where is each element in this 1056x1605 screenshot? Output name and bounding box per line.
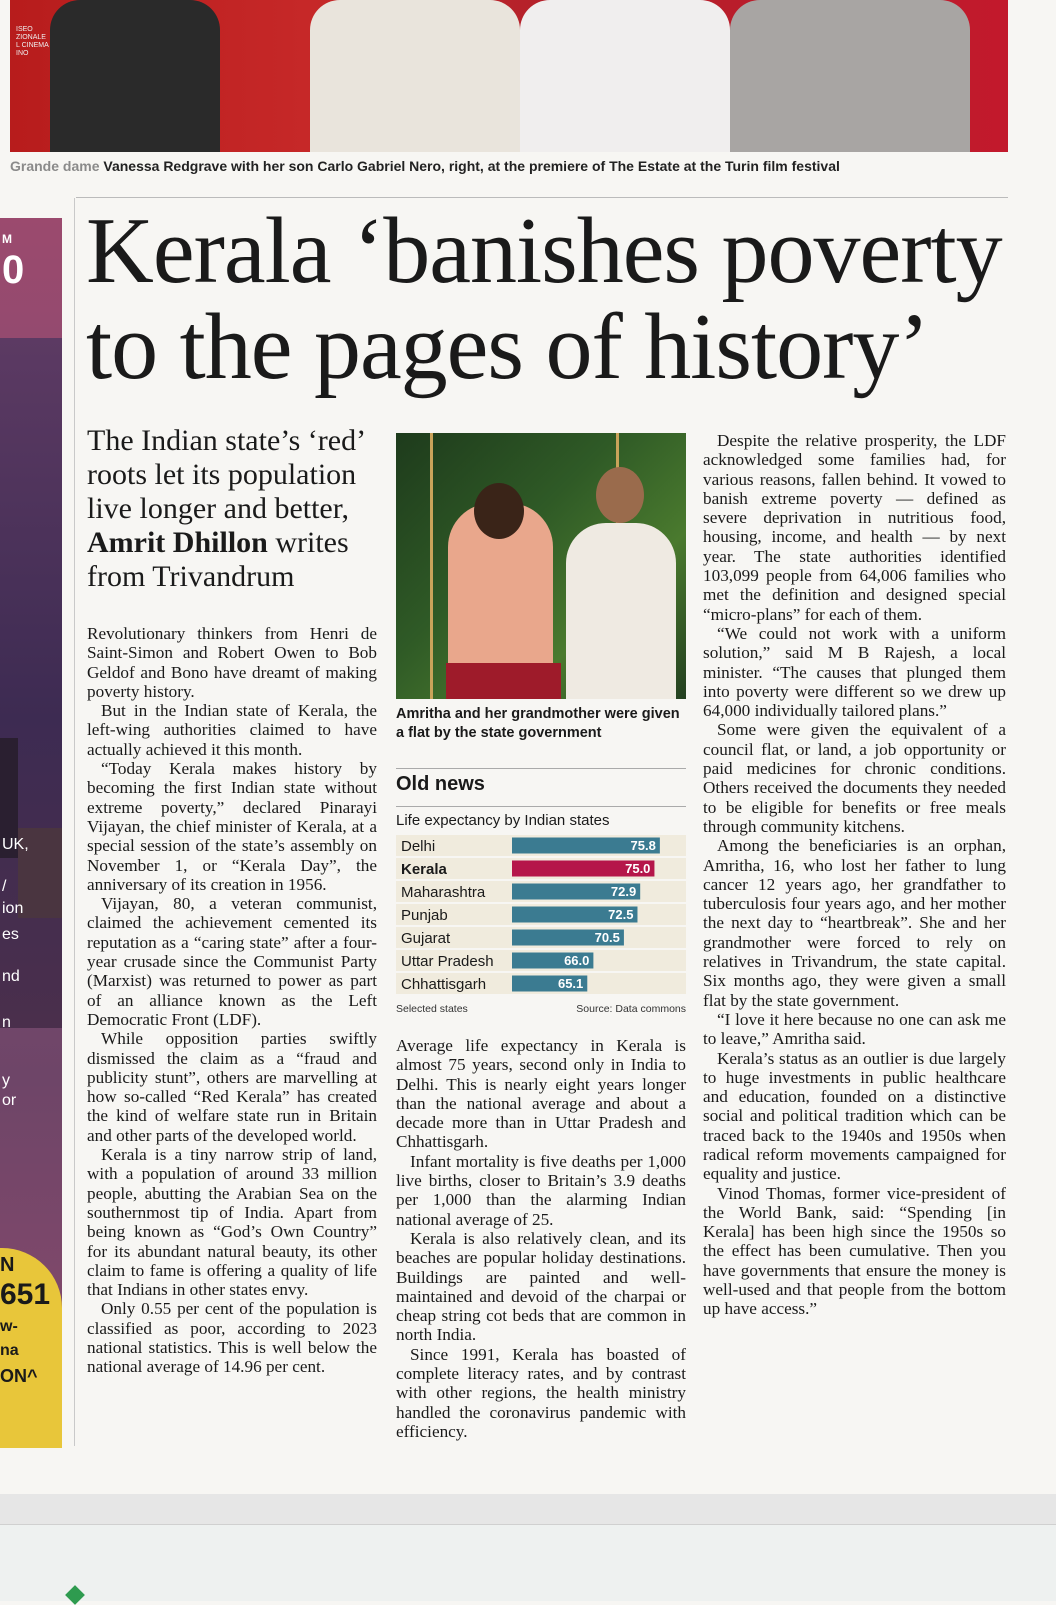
headline-line: to the pages of history’	[86, 295, 929, 399]
advert-text: UK,	[2, 836, 29, 853]
paragraph: Despite the relative prosperity, the LDF acknowledged some families had, for various reasons, fallen behind. It vowed to banish extreme poverty — defined as severe deprivation in nutritious food, housing, income, and health — by next year. The state authorities identified 103,099 people from 64,006 families who met the definition and designed special “micro-plans” for each of them.	[703, 431, 1006, 624]
caption-text: Vanessa Redgrave with her son Carlo Gabriel Nero, right, at the premiere of The Estate at the Turin film festival	[103, 158, 840, 174]
standfirst	[87, 424, 377, 594]
swing-photo	[396, 433, 686, 699]
paragraph: Kerala is also relatively clean, and its beaches are popular holiday destinations. Buildings are painted and well-maintained and devoid of the charpai or cheap string cot beds that are common in north India.	[396, 1228, 686, 1345]
advert-text: /	[2, 878, 7, 895]
paragraph: Average life expectancy in Kerala is almost 75 years, second only in India to Delhi. This is nearly eight years longer than the national average and about a decade more than in Uttar Pradesh and Chhattisgarh.	[396, 1036, 686, 1152]
advert-badge-text: 651	[0, 1278, 51, 1311]
advert-text: es	[2, 926, 19, 943]
paragraph: Vijayan, 80, a veteran communist, claimed the achievement cemented its reputation as a “caring state” after a four-year crusade since the Communist Party (Marxist) was returned to power as part of an alliance known as the Left Democratic Front (LDF).	[87, 894, 377, 1029]
chart-value-label: 65.1	[557, 976, 584, 991]
chart-footer	[396, 1003, 686, 1015]
standfirst-text: The Indian state’s ‘red’ roots let its population live longer and better,	[87, 424, 364, 525]
photo-backdrop-text: ISEO ZIONALE L CINEMA INO	[16, 26, 49, 57]
chart-value-label: 72.9	[610, 884, 637, 899]
chart-category-label: Maharashtra	[401, 884, 486, 901]
advert-text: n	[2, 1014, 11, 1031]
advert-badge-text: N	[0, 1254, 15, 1276]
column-divider	[74, 198, 75, 1446]
advert-text: y	[2, 1072, 10, 1089]
paragraph: While opposition parties swiftly dismissed the claim as a “fraud and publicity stunt”, others are marvelling at how so-called “Red Kerala” has created the kind of welfare state run in Britain and other parts of the developed world.	[87, 1029, 377, 1145]
paragraph: “I love it here because no one can ask me to leave,” Amritha said.	[703, 1009, 1006, 1049]
paragraph: Revolutionary thinkers from Henri de Saint-Simon and Robert Owen to Bob Geldof and Bono have dreamt of making poverty history.	[87, 624, 377, 701]
paragraph: Only 0.55 per cent of the population is classified as poor, according to 2023 national statistics. This is well below the national average of 14.96 per cent.	[87, 1299, 377, 1377]
article-column-2	[396, 1036, 686, 1441]
chart-subtitle: Life expectancy by Indian states	[396, 812, 610, 829]
chart-value-label: 72.5	[608, 907, 634, 922]
paragraph: “We could not work with a uniform solution,” said M B Rajesh, a local minister. “The causes that plunged them into poverty were different so we drew up 64,000 individually tailored plans.”	[703, 623, 1006, 721]
chart-category-label: Punjab	[401, 907, 448, 924]
advert-badge-text: w-	[0, 1318, 18, 1335]
photo-figure	[50, 0, 220, 152]
chart-category-label: Chhattisgarh	[401, 976, 487, 993]
advert-text: or	[2, 1092, 17, 1109]
festival-photo	[10, 0, 1008, 152]
advert-badge-text: na	[0, 1342, 19, 1359]
paragraph: Kerala is a tiny narrow strip of land, with a population of around 33 million people, abutting the Arabian Sea on the southernmost tip of India. Apart from being known as “God’s Own Country” for its abundant natural beauty, its other claim to fame is offering a quality of life that Indians in other states envy.	[87, 1145, 377, 1300]
chart-title: Old news	[396, 773, 485, 795]
paragraph: Infant mortality is five deaths per 1,000 live births, closer to Britain’s 3.9 deaths per 1,000 than the alarming Indian national average of 25.	[396, 1151, 686, 1229]
divider	[396, 768, 686, 769]
chart-source: Source: Data commons	[576, 1003, 686, 1015]
standfirst-text: writes from Trivandrum	[87, 526, 349, 593]
headline	[86, 199, 1006, 399]
chart-value-label: 70.5	[594, 930, 620, 945]
advert-price: 0	[2, 248, 25, 292]
photo-caption: Amritha and her grandmother were given a flat by the state government	[396, 706, 680, 741]
advert-badge-text: ON^	[0, 1366, 38, 1386]
app-toolbar	[0, 1524, 1056, 1601]
headline-line: Kerala ‘banishes poverty	[86, 199, 1002, 303]
divider	[76, 197, 1008, 198]
author-name: Amrit Dhillon	[87, 526, 268, 559]
photo-figure	[310, 0, 520, 152]
paragraph: Some were given the equivalent of a council flat, or land, a job opportunity or paid medicines for chronic conditions. Others received the documents they needed to be eligible for benefits or free meals through community kitchens.	[703, 720, 1006, 836]
paragraph: But in the Indian state of Kerala, the left-wing authorities claimed to have actually achieved it this month.	[87, 701, 377, 759]
chart-category-label: Delhi	[401, 838, 436, 855]
photo-figure	[730, 0, 970, 152]
skirt	[446, 663, 561, 699]
photo-caption	[10, 158, 1010, 174]
caption-lead: Grande dame	[10, 158, 100, 174]
page-edge	[0, 1494, 1056, 1524]
photo-figure	[520, 0, 730, 152]
paragraph: Since 1991, Kerala has boasted of complete literacy rates, and by contrast with other regions, the health ministry handled the coronavirus pandemic with efficiency.	[396, 1344, 686, 1441]
advert-text: nd	[2, 968, 20, 985]
chart-value-label: 75.8	[630, 838, 656, 853]
life-expectancy-chart	[396, 835, 686, 999]
grandmother-figure	[566, 523, 676, 699]
advert-text: M	[2, 232, 12, 246]
paragraph: Among the beneficiaries is an orphan, Amritha, 16, who lost her father to lung cancer 12 years ago, her grandfather to tuberculosis four years ago, and her mother the next day to “heartbreak”. She and her grandmother were forced to rely on relatives in Trivandrum, the state capital. Six months ago, they were given a small flat by the state government.	[703, 836, 1006, 1010]
chart-value-label: 66.0	[564, 953, 590, 968]
girl-head	[474, 483, 524, 539]
advert-night-image	[0, 338, 62, 1028]
swing-rope	[430, 433, 433, 699]
chart-category-label: Kerala	[401, 861, 447, 878]
article-column-3	[703, 431, 1006, 1319]
advert-text: ion	[2, 900, 24, 917]
advert-strip	[0, 218, 62, 1448]
chart-category-label: Gujarat	[401, 930, 451, 947]
grandmother-head	[596, 467, 644, 523]
chart-value-label: 75.0	[625, 861, 651, 876]
paragraph: “Today Kerala makes history by becoming the first Indian state without extreme poverty,” declared Pinarayi Vijayan, the chief minister of Kerala, at a special session of the state’s assembly on November 1, or “Kerala Day”, the anniversary of its creation in 1956.	[87, 759, 377, 894]
paragraph: Vinod Thomas, former vice-president of the World Bank, said: “Spending [in Kerala] has been high since the 1950s so the effect has been cumulative. Then you have governments that ensure the money is well-used and that people from the bottom up have access.”	[703, 1183, 1006, 1319]
chart-footnote: Selected states	[396, 1003, 468, 1015]
article-column-1	[87, 624, 377, 1377]
paragraph: Kerala’s status as an outlier is due largely to huge investments in public healthcare and education, founded on a distinctive social and political tradition which can be traced back to the 1940s and 1950s when radical reform movements campaigned for equality and justice.	[703, 1048, 1006, 1184]
divider	[396, 806, 686, 807]
chart-category-label: Uttar Pradesh	[401, 953, 494, 970]
